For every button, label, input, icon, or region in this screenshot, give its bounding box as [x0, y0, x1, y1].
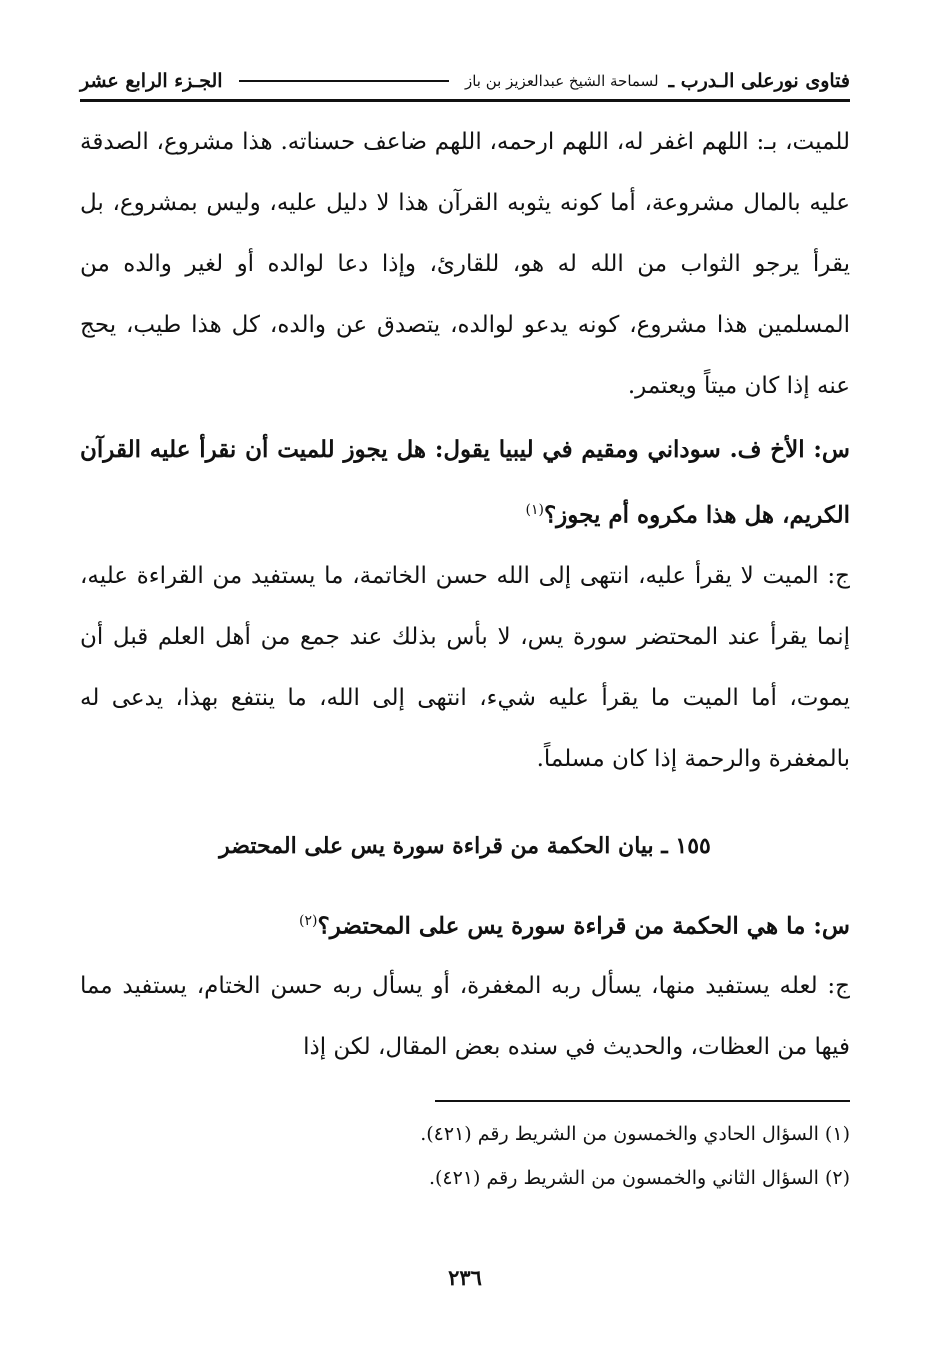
- question-2: [80, 891, 850, 957]
- question-2-text: س: ما هي الحكمة من قراءة سورة يس على المحتضر؟: [317, 912, 850, 940]
- footnote-2: (٢) السؤال الثاني والخمسون من الشريط رقم (٤٢١).: [428, 1167, 850, 1190]
- answer-2: ج: لعله يستفيد منها، يسأل ربه المغفرة، أو يسأل ربه حسن الختام، يستفيد مما فيها من العظات، والحديث في سنده بعض المقال، لكن إذا: [80, 973, 850, 1061]
- book-page: [80, 70, 850, 1320]
- footnote-ref-2: (٢): [299, 912, 318, 929]
- volume-label: الجـزء الرابع عشر: [80, 70, 223, 92]
- body-text: [80, 112, 850, 1078]
- page-number: ٢٣٦: [448, 1265, 482, 1290]
- footnote-1: (١) السؤال الحادي والخمسون من الشريط رقم (٤٢١).: [420, 1123, 850, 1146]
- author-name: لسماحة الشيخ عبدالعزيز بن باز: [464, 72, 659, 90]
- footnotes: [80, 1112, 850, 1200]
- answer-paragraph-continued: للميت، بـ: اللهم اغفر له، اللهم ارحمه، اللهم ضاعف حسناته. هذا مشروع، الصدقة عليه بالمال مشروعة، أما كونه يثوبه القرآن هذا لا دليل عليه، وليس بمشروع، بل يقرأ يرجو الثواب من الله له هو، للقارئ، وإذا دعا لوالده أو لغير والده من المسلمين هذا مشروع، كونه يدعو لوالده، يتصدق عن والده، كل هذا طيب، يحج عنه إذا كان ميتاً ويعتمر.: [80, 129, 850, 399]
- question-1: [80, 419, 850, 546]
- running-header: [80, 70, 850, 102]
- section-heading: ١٥٥ ـ بيان الحكمة من قراءة سورة يس على المحتضر: [219, 832, 711, 859]
- footnote-ref-1: (١): [525, 502, 544, 518]
- answer-1: ج: الميت لا يقرأ عليه، انتهى إلى الله حسن الخاتمة، ما يستفيد من القراءة عليه، إنما يقرأ عند المحتضر سورة يس، لا بأس بذلك عند جمع من أهل العلم قبل أن يموت، أما الميت ما يقرأ عليه شيء، انتهى إلى الله، ما ينتفع بهذا، يدعى له بالمغفرة والرحمة إذا كان مسلماً.: [80, 562, 850, 772]
- series-title: فتاوى نورعلى الـدرب ـ: [668, 70, 850, 92]
- question-1-text: س: الأخ ف. سوداني ومقيم في ليبيا يقول: هل يجوز للميت أن نقرأ عليه القرآن الكريم، هل هذا مكروه أم يجوز؟: [80, 436, 850, 529]
- footnote-separator: [435, 1100, 850, 1102]
- header-rule: [239, 80, 449, 82]
